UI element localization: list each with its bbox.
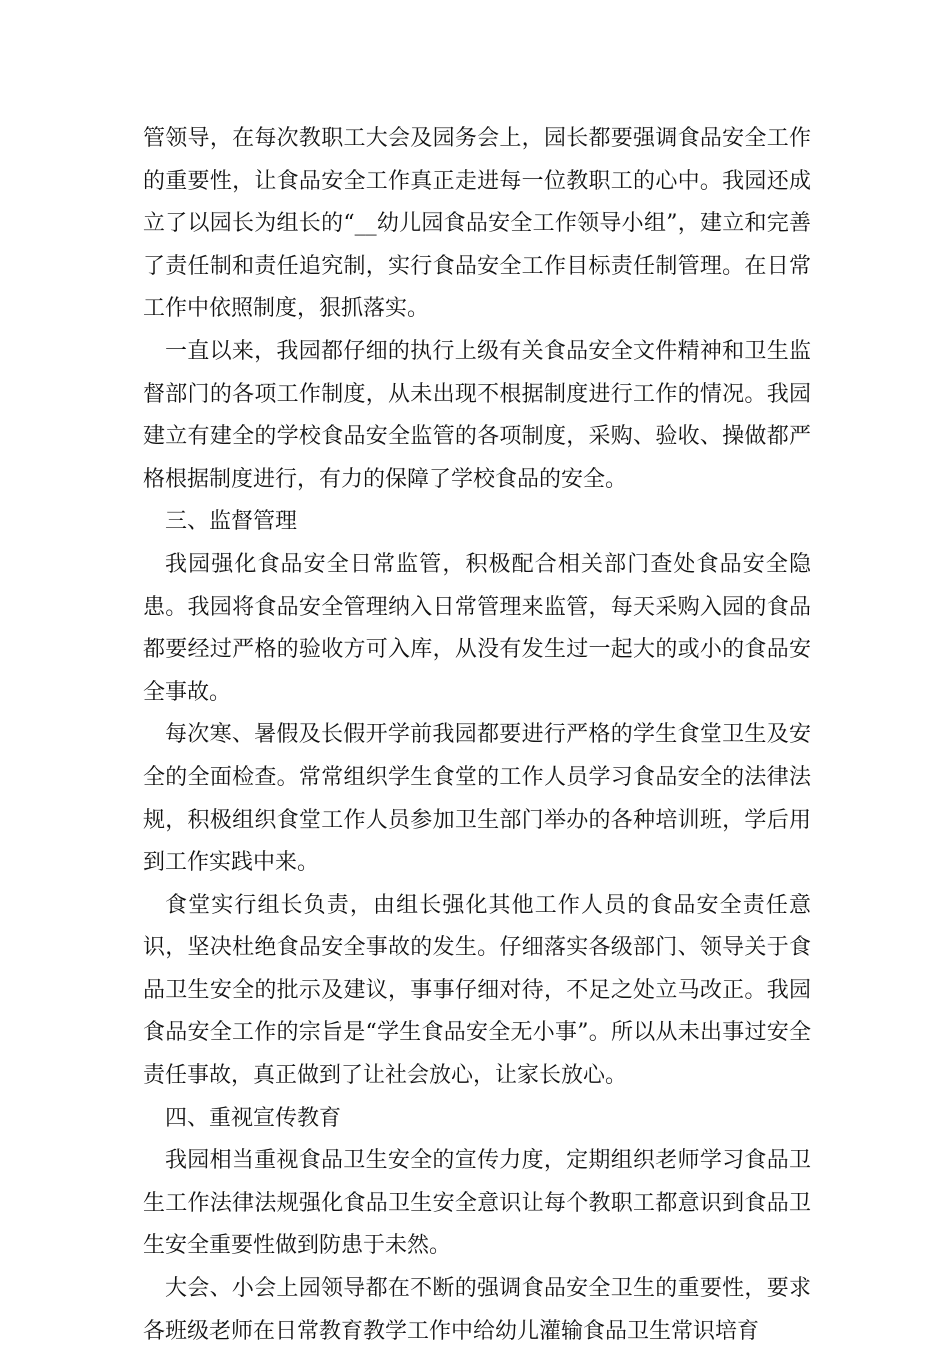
section-heading-supervision: 三、监督管理 xyxy=(165,509,298,535)
paragraph-leadership: 管领导，在每次教职工大会及园务会上，园长都要强调食品安全工作的重要性，让食品安全工作真正走进每一位教职工的心中。我园还成立了以园长为组长的“__幼儿园食品安全工作领导小组”，建立和完善了责任制和责任追究制，实行食品安全工作目标责任制管理。在日常工作中依照制度，狠抓落实。 xyxy=(143,126,811,322)
paragraph-inspection: 每次寒、暑假及长假开学前我园都要进行严格的学生食堂卫生及安全的全面检查。常常组织学生食堂的工作人员学习食品安全的法律法规，积极组织食堂工作人员参加卫生部门举办的各种培训班，学后用到工作实践中来。 xyxy=(143,722,811,876)
paragraph-regulations: 一直以来，我园都仔细的执行上级有关食品安全文件精神和卫生监督部门的各项工作制度，从未出现不根据制度进行工作的情况。我园建立有建全的学校食品安全监管的各项制度，采购、验收、操做都严格根据制度进行，有力的保障了学校食品的安全。 xyxy=(143,338,811,492)
paragraph-daily-supervision: 我园强化食品安全日常监管，积极配合相关部门查处食品安全隐患。我园将食品安全管理纳入日常管理来监管，每天采购入园的食品都要经过严格的验收方可入库，从没有发生过一起大的或小的食品安全事故。 xyxy=(143,551,811,705)
document-page xyxy=(143,118,811,1353)
paragraph-publicity: 我园相当重视食品卫生安全的宣传力度，定期组织老师学习食品卫生工作法律法规强化食品卫生安全意识让每个教职工都意识到食品卫生安全重要性做到防患于未然。 xyxy=(143,1148,811,1259)
paragraph-canteen-responsibility: 食堂实行组长负责，由组长强化其他工作人员的食品安全责任意识，坚决杜绝食品安全事故的发生。仔细落实各级部门、领导关于食品卫生安全的批示及建议，事事仔细对待，不足之处立马改正。我园食品安全工作的宗旨是“学生食品安全无小事”。所以从未出事过安全责任事故，真正做到了让社会放心，让家长放心。 xyxy=(143,892,811,1089)
section-heading-publicity: 四、重视宣传教育 xyxy=(165,1105,342,1131)
paragraph-meetings: 大会、小会上园领导都在不断的强调食品安全卫生的重要性，要求各班级老师在日常教育教学工作中给幼儿灌输食品卫生常识培育 xyxy=(143,1276,811,1344)
